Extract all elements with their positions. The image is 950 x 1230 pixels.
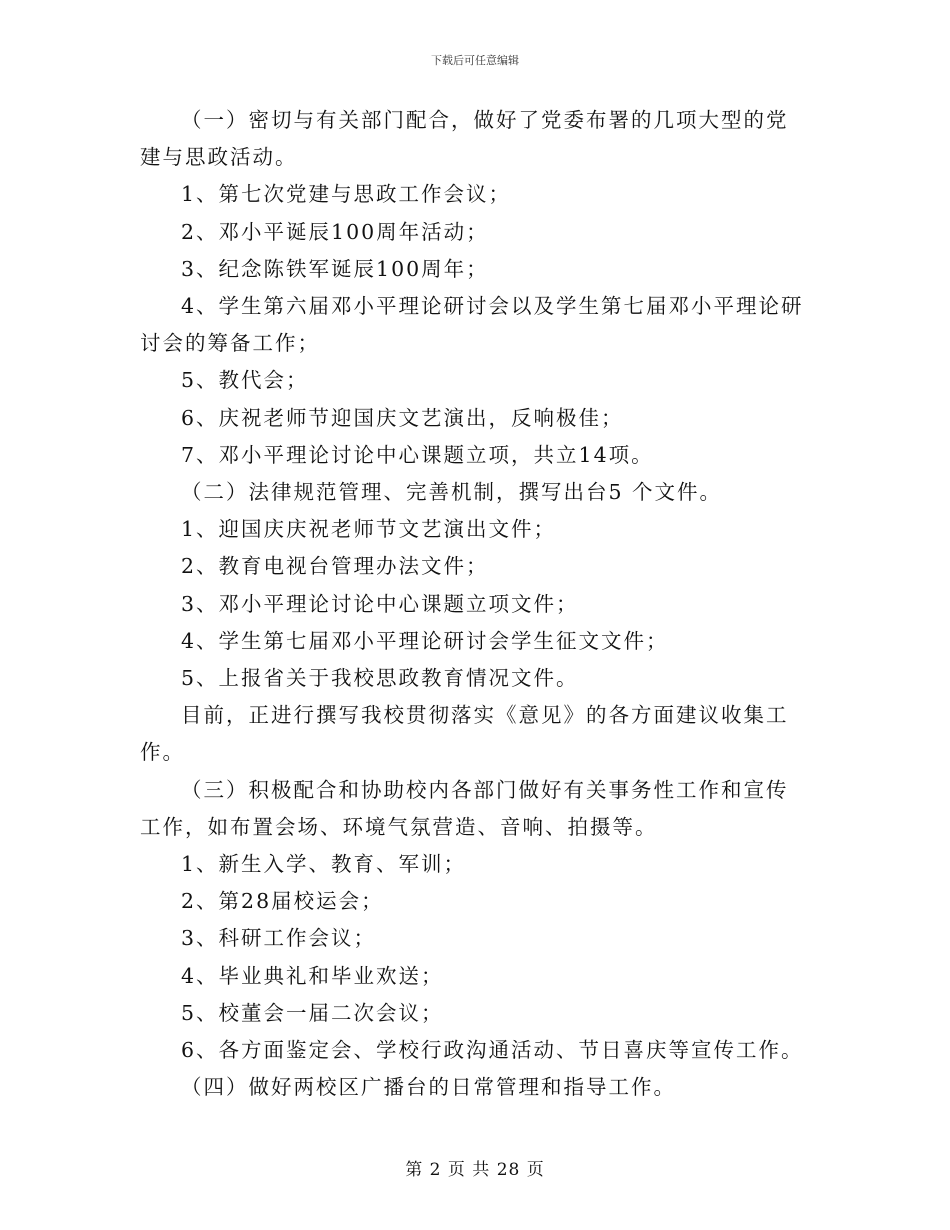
- paragraph: 1、第七次党建与思政工作会议；: [181, 182, 512, 207]
- page-footer: 第 2 页 共 28 页: [405, 1160, 545, 1180]
- paragraph: 6、各方面鉴定会、学校行政沟通活动、节日喜庆等宣传工作。: [181, 1038, 804, 1063]
- paragraph: 4、毕业典礼和毕业欢送；: [181, 963, 444, 988]
- paragraph: 4、学生第六届邓小平理论研讨会以及学生第七届邓小平理论研讨会的筹备工作；: [140, 294, 804, 356]
- paragraph: 2、邓小平诞辰100周年活动；: [181, 219, 489, 244]
- paragraph: （三）积极配合和协助校内各部门做好有关事务性工作和宣传工作，如布置会场、环境气氛营造、音响、拍摄等。: [140, 777, 789, 839]
- paragraph: 2、第28届校运会；: [181, 889, 384, 914]
- paragraph: 7、邓小平理论讨论中心课题立项，共立14项。: [181, 442, 654, 467]
- paragraph: 6、庆祝老师节迎国庆文艺演出，反响极佳；: [181, 405, 624, 430]
- page-header: 下载后可任意编辑: [431, 54, 519, 67]
- paragraph: 3、科研工作会议；: [181, 926, 377, 951]
- paragraph: 目前，正进行撰写我校贯彻落实《意见》的各方面建议收集工作。: [140, 703, 789, 765]
- paragraph: 2、教育电视台管理办法文件；: [181, 554, 489, 579]
- paragraph: 3、邓小平理论讨论中心课题立项文件；: [181, 591, 579, 616]
- paragraph: （一）密切与有关部门配合，做好了党委布署的几项大型的党建与思政活动。: [140, 108, 789, 170]
- paragraph: 3、纪念陈铁军诞辰100周年；: [181, 256, 489, 281]
- paragraph: 5、校董会一届二次会议；: [181, 1000, 444, 1025]
- paragraph: 5、教代会；: [181, 368, 309, 393]
- paragraph: （二）法律规范管理、完善机制，撰写出台5 个文件。: [181, 480, 723, 505]
- paragraph: 5、上报省关于我校思政教育情况文件。: [181, 666, 579, 691]
- paragraph: 4、学生第七届邓小平理论研讨会学生征文文件；: [181, 628, 669, 653]
- paragraph: 1、迎国庆庆祝老师节文艺演出文件；: [181, 517, 557, 542]
- paragraph: 1、新生入学、教育、军训；: [181, 852, 467, 877]
- paragraph: （四）做好两校区广播台的日常管理和指导工作。: [181, 1075, 676, 1100]
- document-body: [140, 102, 810, 1106]
